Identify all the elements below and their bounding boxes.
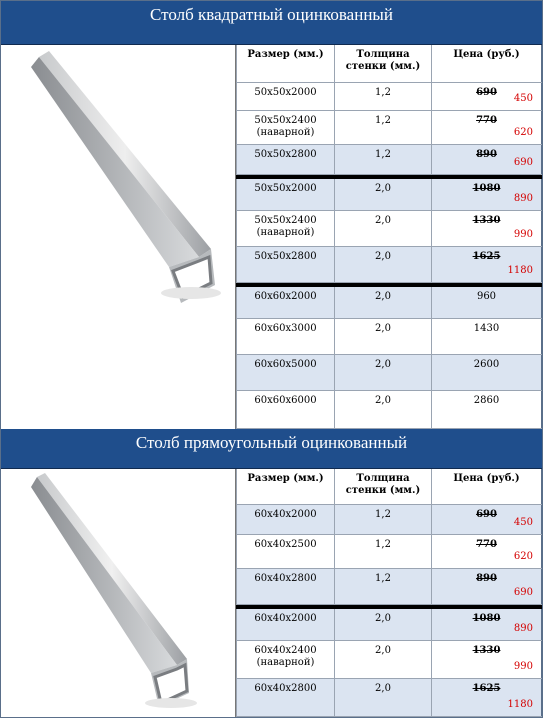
row-size: 50х50х2800 [254,149,317,160]
row-old-price: 770 [476,115,497,126]
header-thickness: Толщина стенки (мм.) [345,49,421,72]
square-pipe-image [1,45,235,429]
row-new-price: 1180 [507,699,533,710]
header-size: Размер (мм.) [247,49,324,60]
row-price: 2860 [473,395,500,406]
table-row [236,355,542,391]
section-square-post [1,1,542,429]
row-size: 50х50х2800 [254,251,317,262]
row-thickness: 1,2 [375,149,391,160]
row-new-price: 450 [513,517,533,528]
row-new-price: 990 [513,229,533,240]
row-new-price: 1180 [507,265,533,276]
table-row [236,679,542,717]
table-header [236,469,542,505]
row-old-price: 1330 [472,645,501,656]
row-old-price: 690 [476,509,497,520]
row-size: 60х60х5000 [254,359,317,370]
rectangular-pipe-image [1,469,235,717]
row-thickness: 2,0 [375,645,391,656]
row-thickness: 2,0 [375,359,391,370]
row-size: 60х40х2800 [254,683,317,694]
table-row [236,247,542,283]
row-old-price: 1080 [472,183,501,194]
row-thickness: 2,0 [375,683,391,694]
section-rectangular-post [1,429,542,717]
table-row [236,535,542,569]
table-row [236,211,542,247]
row-new-price: 450 [513,93,533,104]
row-new-price: 690 [513,157,533,168]
product-image [1,45,236,429]
row-thickness: 2,0 [375,291,391,302]
table-row [236,605,542,641]
row-new-price: 620 [513,127,533,138]
row-old-price: 690 [476,87,497,98]
section-title: Столб квадратный оцинкованный [1,1,542,45]
row-thickness: 2,0 [375,183,391,194]
table-row [236,283,542,319]
header-price: Цена (руб.) [453,473,520,484]
row-old-price: 890 [476,149,497,160]
row-new-price: 990 [513,661,533,672]
row-size: 60х40х2000 [254,509,317,520]
row-old-price: 1625 [472,683,501,694]
row-size: 50х50х2400 (наварной) [254,115,317,138]
row-size: 60х60х2000 [254,291,317,302]
row-thickness: 1,2 [375,115,391,126]
row-thickness: 1,2 [375,87,391,98]
row-new-price: 890 [513,193,533,204]
row-size: 60х40х2400 (наварной) [254,645,317,668]
row-old-price: 1080 [472,613,501,624]
table-row [236,391,542,429]
row-thickness: 2,0 [375,323,391,334]
row-thickness: 2,0 [375,395,391,406]
header-thickness: Толщина стенки (мм.) [345,473,421,496]
table-row [236,111,542,145]
row-thickness: 1,2 [375,573,391,584]
row-price: 1430 [473,323,500,334]
row-old-price: 1330 [472,215,501,226]
section-title: Столб прямоугольный оцинкованный [1,429,542,469]
row-thickness: 2,0 [375,215,391,226]
table-row [236,641,542,679]
row-size: 50х50х2000 [254,183,317,194]
table-row [236,83,542,111]
row-thickness: 1,2 [375,539,391,550]
row-new-price: 620 [513,551,533,562]
row-new-price: 690 [513,587,533,598]
row-size: 60х40х2800 [254,573,317,584]
row-size: 50х50х2400 (наварной) [254,215,317,238]
row-size: 60х60х3000 [254,323,317,334]
row-thickness: 2,0 [375,251,391,262]
table-row [236,319,542,355]
table-row [236,145,542,175]
header-size: Размер (мм.) [247,473,324,484]
row-size: 60х40х2500 [254,539,317,550]
row-old-price: 890 [476,573,497,584]
row-size: 60х40х2000 [254,613,317,624]
table-header [236,45,542,83]
row-thickness: 1,2 [375,509,391,520]
product-image [1,469,236,717]
header-price: Цена (руб.) [453,49,520,60]
row-price: 2600 [473,359,500,370]
row-size: 60х60х6000 [254,395,317,406]
row-size: 50х50х2000 [254,87,317,98]
row-price: 960 [476,291,497,302]
table-row [236,569,542,605]
table-row [236,175,542,211]
row-old-price: 770 [476,539,497,550]
table-row [236,505,542,535]
row-thickness: 2,0 [375,613,391,624]
row-new-price: 890 [513,623,533,634]
row-old-price: 1625 [472,251,501,262]
